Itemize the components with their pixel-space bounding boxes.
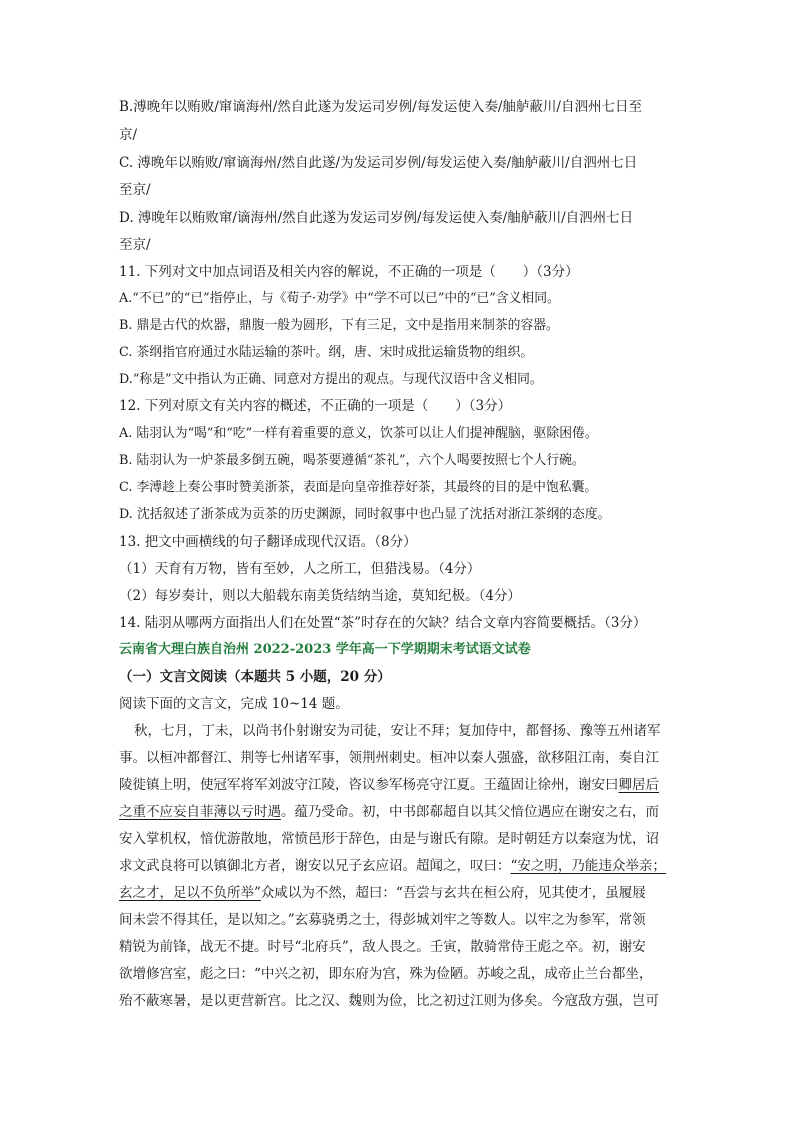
option-c-line1: C. 溥晚年以贿败/窜谪海州/然自此遂/为发运司岁例/每发运使入奏/舳舻蔽川/自泗州七日 [119,155,638,171]
passage-text: 众咸以为不然，超曰：“吾尝与玄共在桓公府，见其使才，虽履屐 [260,885,646,901]
question-13: 13. 把文中画横线的句子翻译成现代汉语。（8分） [119,534,417,550]
option-d-line2: 至京/ [119,237,151,253]
passage-text: 。蕴乃受命。初，中书郎郗超自以其父愔位遇应在谢安之右，而 [281,804,659,820]
question-11: 11. 下列对文中加点词语及相关内容的解说，不正确的一项是（ ）（3分） [119,264,579,280]
passage-line: 欲增修宫室，彪之曰：“中兴之初，即东府为宫，殊为俭陋。苏峻之乱，成帝止兰台都坐， [119,966,653,982]
option-b-line2: 京/ [119,127,138,143]
q12-option-b: B. 陆羽认为一炉茶最多倒五碗，喝茶要遵循“茶礼”，六个人喝要按照七个人行碗。 [119,453,585,468]
passage-line: 秋，七月，丁未，以尚书仆射谢安为司徒，安让不拜；复加侍中，都督扬、豫等五州诸军 [134,723,661,739]
underlined-sentence: 之重不应妄自菲薄以亏时遇 [119,804,281,820]
underlined-sentence: 玄之才，足以不负所举” [119,885,261,901]
underlined-sentence: “安之明，乃能违众举亲； [510,858,666,874]
q12-option-c: C. 李溥趁上奏公事时赞美浙茶，表面是向皇帝推荐好茶，其最终的目的是中饱私囊。 [119,480,598,495]
passage-text: 陵徙镇上明，使冠军将军刘波守江陵，咨议参军杨亮守江夏。王蕴固让徐州，谢安曰 [119,777,619,793]
passage-line [119,883,646,903]
passage-text: 求文武良将可以镇御北方者，谢安以兄子玄应诏。超闻之，叹曰： [119,858,511,874]
passage-line: 间未尝不得其任，是以知之。”玄募骁勇之士，得彭城刘牢之等数人。以牢之为参军，常领 [119,912,646,928]
passage-line [119,802,659,822]
underlined-sentence: 卿居后 [618,777,659,793]
passage-line [119,856,666,876]
passage-line: 事。以桓冲都督江、荆等七州诸军事，领荆州刺史。桓冲以秦人强盛，欲移阻江南，奏自江 [119,750,659,766]
q11-option-d: D.“称是”文中指认为正确、同意对方提出的观点。与现代汉语中含义相同。 [119,372,543,387]
option-d-line1: D. 溥晚年以贿败窜/谪海州/然自此遂为发运司岁例/每发运使入奏/舳舻蔽川/自泗州七日 [119,210,634,226]
passage-line: 殆不蔽寒暑，是以更营新宫。比之汉、魏则为俭，比之初过江则为侈矣。今寇敌方强，岂可 [119,993,659,1009]
instruction: 阅读下面的文言文，完成 10~14 题。 [119,696,349,712]
section-title: 云南省大理白族自治州 2022-2023 学年高一下学期期末考试语文试卷 [119,642,531,657]
q13-item-2: （2）每岁奏计，则以大船载东南美货结纳当途，莫知纪极。（4分） [119,588,521,604]
q11-option-a: A.“不已”的“已”指停止，与《荀子·劝学》中“学不可以已”中的“已”含义相同。 [119,291,560,306]
q13-item-1: （1）天育有万物，皆有至妙，人之所工，但猎浅易。（4分） [119,561,481,577]
option-c-line2: 至京/ [119,182,151,198]
passage-line: 精锐为前锋，战无不捷。时号“北府兵”，敌人畏之。壬寅，散骑常侍王彪之卒。初，谢安 [119,939,646,955]
q12-option-a: A. 陆羽认为“喝”和“吃”一样有着重要的意义，饮茶可以让人们提神醒脑，驱除困倦。 [119,426,598,441]
option-b-line1: B.溥晚年以贿败/窜谪海州/然自此遂为发运司岁例/每发运使入奏/舳舻蔽川/自泗州七日至 [119,99,642,115]
q11-option-b: B. 鼎是古代的炊器，鼎腹一般为圆形，下有三足，文中是指用来制茶的容器。 [119,318,559,333]
section-subheading: （一）文言文阅读（本题共 5 小题，20 分） [119,669,391,685]
q11-option-c: C. 茶纲指官府通过水陆运输的茶叶。纲，唐、宋时成批运输货物的组织。 [119,345,534,360]
passage-line [119,775,659,795]
passage-line: 安入掌机权，愔优游散地，常愤邑形于辞色，由是与谢氏有隙。是时朝廷方以秦寇为忧，诏 [119,831,659,847]
question-14: 14. 陆羽从哪两方面指出人们在处置“茶”时存在的欠缺？结合文章内容简要概括。（3分） [119,615,647,631]
q12-option-d: D. 沈括叙述了浙茶成为贡茶的历史渊源，同时叙事中也凸显了沈括对浙江茶纲的态度。 [119,507,611,522]
question-12: 12. 下列对原文有关内容的概述，不正确的一项是（ ）（3分） [119,398,512,414]
